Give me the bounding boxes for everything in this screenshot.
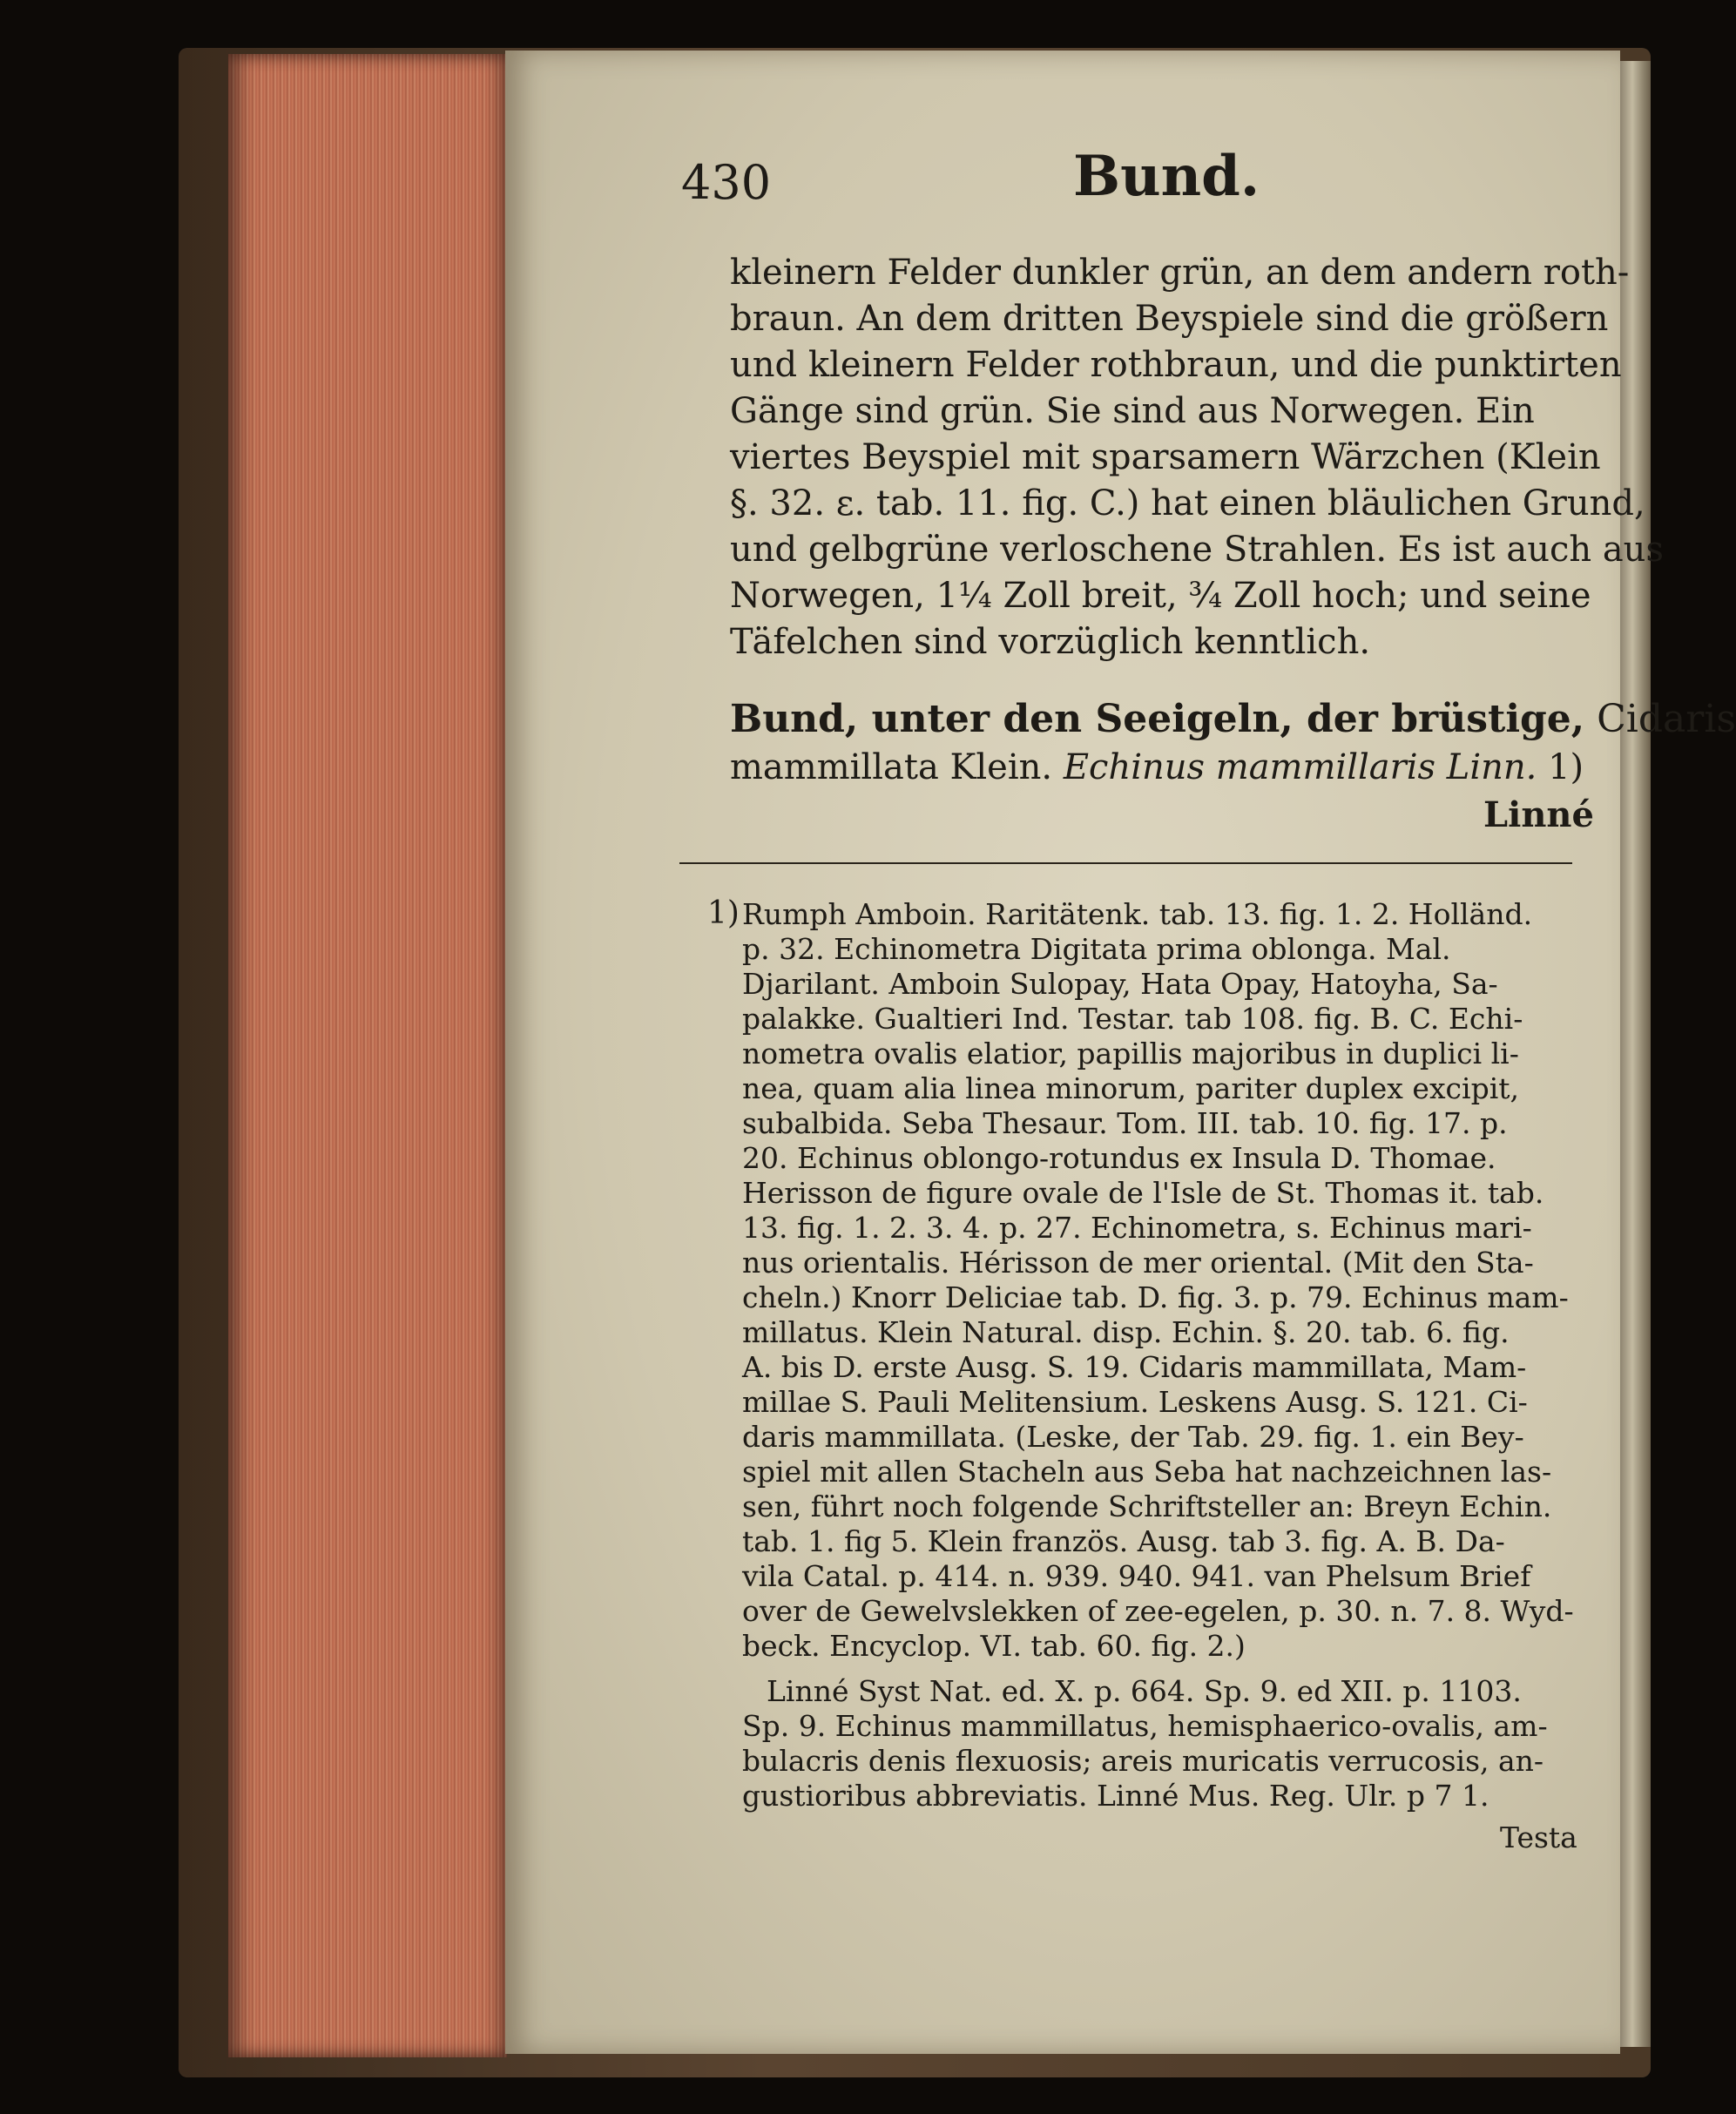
footnote-line: cheln.) Knorr Deliciae tab. D. fig. 3. p. 79. Echinus mam- bbox=[742, 1280, 1569, 1314]
footnote-line: Sp. 9. Echinus mammillatus, hemisphaerico-ovalis, am- bbox=[742, 1709, 1548, 1743]
text-line: Täfelchen sind vorzüglich kenntlich. bbox=[730, 622, 1371, 662]
footnote-line: subalbida. Seba Thesaur. Tom. III. tab. 10. fig. 17. p. bbox=[742, 1106, 1508, 1140]
footnote-line: over de Gewelvslekken of zee-egelen, p. 30. n. 7. 8. Wyd- bbox=[742, 1594, 1574, 1628]
footnote-reference: 1) bbox=[1537, 747, 1584, 787]
footnote-line: nometra ovalis elatior, papillis majoribus in duplici li- bbox=[742, 1037, 1519, 1071]
footnote-line: millatus. Klein Natural. disp. Echin. §. 20. tab. 6. fig. bbox=[742, 1315, 1510, 1349]
footnote-marker: 1) bbox=[707, 895, 740, 931]
footnote-line: nea, quam alia linea minorum, pariter duplex excipit, bbox=[742, 1071, 1520, 1105]
page-number: 430 bbox=[681, 155, 772, 210]
text-line: Norwegen, 1¼ Zoll breit, ¾ Zoll hoch; und seine bbox=[730, 576, 1591, 616]
text-line: und gelbgrüne verloschene Strahlen. Es ist auch aus bbox=[730, 530, 1664, 570]
footnote-line: daris mammillata. (Leske, der Tab. 29. fig. 1. ein Bey- bbox=[742, 1420, 1524, 1454]
entry-klein-name: mammillata Klein. bbox=[730, 747, 1053, 787]
footnote-line: bulacris denis flexuosis; areis muricatis verrucosis, an- bbox=[742, 1744, 1544, 1778]
footnote-rule bbox=[679, 862, 1572, 864]
footnote-line: Rumph Amboin. Raritätenk. tab. 13. fig. 1. 2. Holländ. bbox=[742, 897, 1533, 931]
running-head: Bund. bbox=[1073, 144, 1260, 209]
facing-page-edge bbox=[1620, 61, 1651, 2047]
footnote-line: gustioribus abbreviatis. Linné Mus. Reg. Ulr. p 7 1. bbox=[742, 1779, 1489, 1813]
text-line: viertes Beyspiel mit sparsamern Wärzchen (Klein bbox=[730, 437, 1601, 477]
entry-heading-bold: Bund, unter den Seeigeln, der brüstige, bbox=[730, 697, 1585, 741]
entry-heading-rest: Cidaris bbox=[1584, 697, 1736, 741]
footnote-line: Herisson de figure ovale de l'Isle de St. Thomas it. tab. bbox=[742, 1176, 1544, 1210]
text-line: braun. An dem dritten Beyspiele sind die größern bbox=[730, 299, 1609, 339]
footnote-line: palakke. Gualtieri Ind. Testar. tab 108. fig. B. C. Echi- bbox=[742, 1002, 1523, 1036]
text-line: Gänge sind grün. Sie sind aus Norwegen. Ein bbox=[730, 391, 1535, 431]
footnote-catchword: Testa bbox=[1500, 1820, 1577, 1854]
entry-linnaean-name: Echinus mammillaris Linn. bbox=[1063, 747, 1537, 787]
footnote-line: p. 32. Echinometra Digitata prima oblonga. Mal. bbox=[742, 932, 1451, 966]
catchword: Linné bbox=[1483, 794, 1594, 835]
page-edges bbox=[228, 54, 507, 2057]
footnote-line: beck. Encyclop. VI. tab. 60. fig. 2.) bbox=[742, 1629, 1246, 1663]
footnote-line: tab. 1. fig 5. Klein französ. Ausg. tab 3. fig. A. B. Da- bbox=[742, 1524, 1505, 1558]
footnote-line: 20. Echinus oblongo-rotundus ex Insula D. Thomae. bbox=[742, 1141, 1496, 1175]
footnote-line: sen, führt noch folgende Schriftsteller an: Breyn Echin. bbox=[742, 1489, 1552, 1523]
footnote-line: vila Catal. p. 414. n. 939. 940. 941. van Phelsum Brief bbox=[742, 1559, 1531, 1593]
text-line: §. 32. ε. tab. 11. fig. C.) hat einen bläulichen Grund, bbox=[730, 483, 1645, 523]
entry-subheading bbox=[730, 747, 1584, 787]
footnote-line: millae S. Pauli Melitensium. Leskens Ausg. S. 121. Ci- bbox=[742, 1385, 1528, 1419]
footnote-line: A. bis D. erste Ausg. S. 19. Cidaris mammillata, Mam- bbox=[742, 1350, 1527, 1384]
entry-heading bbox=[730, 697, 1736, 741]
text-line: und kleinern Felder rothbraun, und die punktirten bbox=[730, 345, 1622, 385]
footnote-line: Djarilant. Amboin Sulopay, Hata Opay, Hatoyha, Sa- bbox=[742, 967, 1498, 1001]
text-line: kleinern Felder dunkler grün, an dem andern roth- bbox=[730, 253, 1630, 293]
footnote-line: Linné Syst Nat. ed. X. p. 664. Sp. 9. ed XII. p. 1103. bbox=[767, 1674, 1522, 1708]
footnote-line: 13. fig. 1. 2. 3. 4. p. 27. Echinometra, s. Echinus mari- bbox=[742, 1211, 1532, 1245]
footnote-line: nus orientalis. Hérisson de mer oriental. (Mit den Sta- bbox=[742, 1246, 1534, 1280]
footnote-line: spiel mit allen Stacheln aus Seba hat nachzeichnen las- bbox=[742, 1455, 1552, 1489]
